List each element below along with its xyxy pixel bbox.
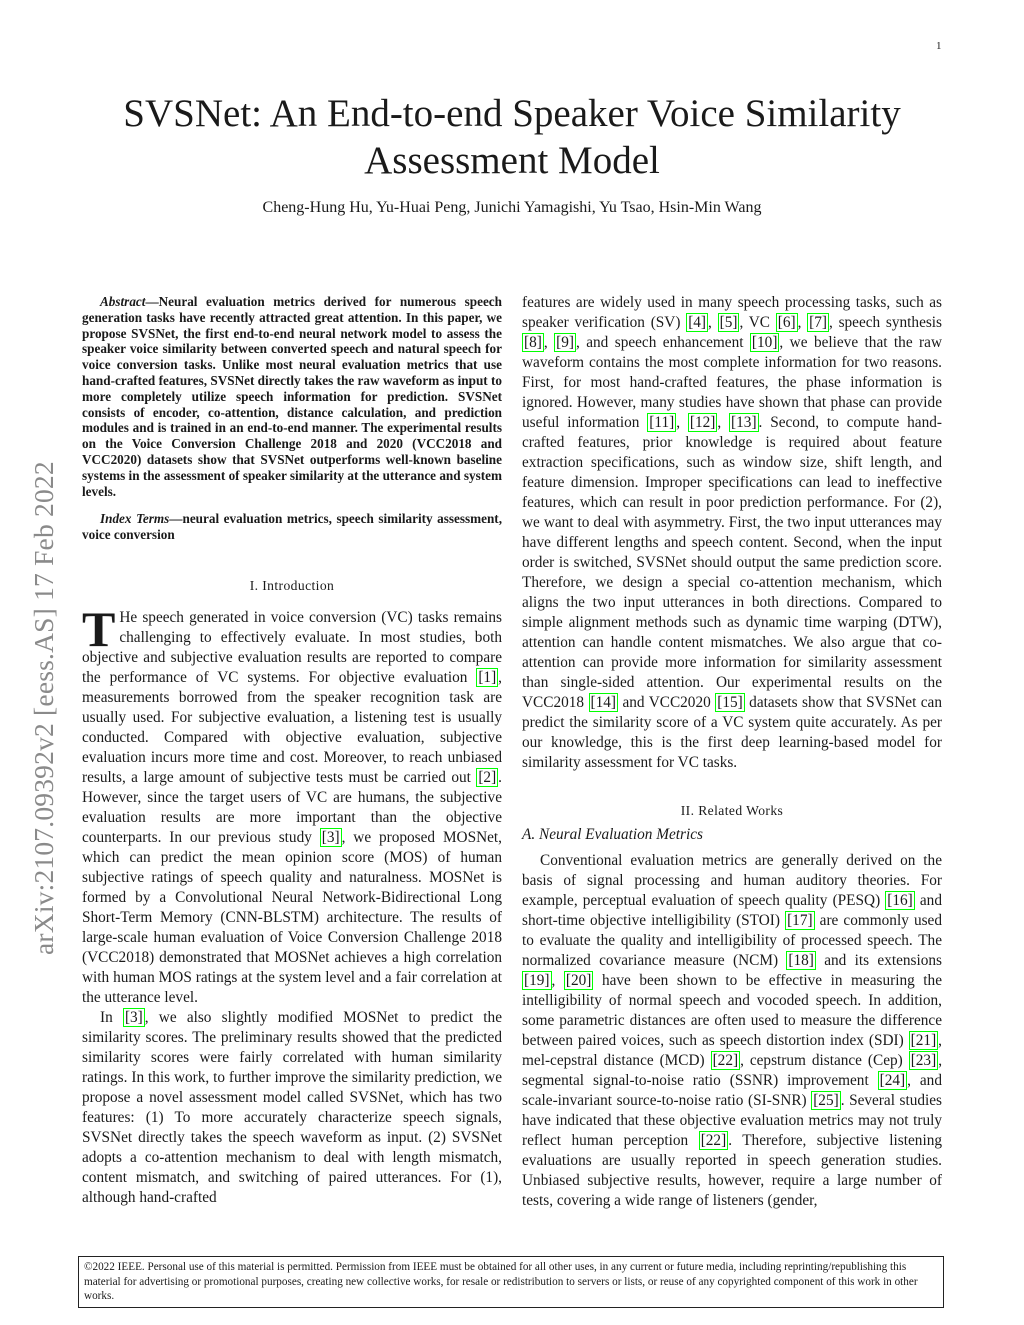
page-number: 1 xyxy=(936,40,942,52)
section-heading-related-works: II. Related Works xyxy=(680,803,784,818)
text-run: , and speech enhancement xyxy=(575,334,750,351)
text-run: , xyxy=(717,414,730,431)
citation-link[interactable]: [20] xyxy=(565,972,592,989)
text-run: , xyxy=(797,314,808,331)
citation-link[interactable]: [6] xyxy=(777,314,796,331)
text-run: . Therefore, subjective listening evaluations are usually reported in speech generation studies. Unbiased subjective results, however, require a large number of tests, covering a wide range of listeners (gender, xyxy=(522,1132,942,1209)
text-run: features are widely used in many speech processing tasks, such as speaker verification (SV) xyxy=(522,294,942,331)
citation-link[interactable]: [24] xyxy=(879,1072,906,1089)
text-run: , and scale-invariant source-to-noise ratio (SI-SNR) xyxy=(522,1072,942,1109)
text-run: . Several studies have indicated that these objective evaluation metrics may not truly reflect human perception xyxy=(522,1092,942,1149)
citation-link[interactable]: [15] xyxy=(717,694,743,711)
citation-link[interactable]: [14] xyxy=(590,694,616,711)
citation-link[interactable]: [7] xyxy=(809,314,827,331)
text-run: Conventional evaluation metrics are generally derived on the basis of signal processing and human auditory theories. For example, perceptual evaluation of speech quality (PESQ) xyxy=(522,852,942,909)
text-run: , VC xyxy=(739,314,776,331)
citation-link[interactable]: [22] xyxy=(700,1132,727,1149)
related-works-paragraph-1 xyxy=(522,851,942,1211)
copyright-notice: ©2022 IEEE. Personal use of this material is permitted. Permission from IEEE must be obtained for all other uses, in any current or future media, including reprinting/republishing this material for advertising or promotional purposes, creating new collective works, for resale or redistribution to servers or lists, or reuse of any copyrighted component of this work in other works. xyxy=(78,1256,944,1308)
text-run: , measurements borrowed from the speaker recognition task are usually used. For subjective evaluation, a listening test is usually conducted. Compared with objective evaluation, subjective evaluation incurs more time and cost. Moreover, to reach unbiased results, a large amount of subjective tests must be carried out xyxy=(82,668,502,786)
index-terms-label: Index Terms xyxy=(100,511,170,527)
index-terms xyxy=(82,511,502,543)
arxiv-stamp: arXiv:2107.09392v2 [eess.AS] 17 Feb 2022 xyxy=(28,461,59,955)
text-run: . Second, to compute hand-crafted features, prior knowledge is required about feature extraction specifications, such as window size, shift length, and feature dimension. Improper specifications can lead to ineffective features, which can result in poor prediction performance. For (2), we want to deal with asymmetry. First, the two input utterances may have different lengths and speech content. Second, when the input order is switched, SVSNet should output the same prediction score. Therefore, we design a special co-attention mechanism, which aligns the two input utterances in both directions. Compared to simple alignment methods such as dynamic time warping (DTW), attention can handle content mismatches. We also argue that co-attention can provide more information for similarity assessment than single-sided attention. Our experimental results on the VCC2018 xyxy=(522,414,942,711)
right-column xyxy=(522,293,942,1211)
text-run: and short-time objective intelligibility (STOI) xyxy=(522,892,942,929)
text-run: , we believe that the raw waveform contains the most complete information for two reasons. First, for most hand-crafted features, the phase information is ignored. However, many studies have shown that phase can provide useful information xyxy=(522,334,942,431)
intro-paragraph-2 xyxy=(82,1008,502,1208)
text-run: In xyxy=(100,1008,123,1026)
citation-link[interactable]: [9] xyxy=(556,334,574,351)
text-run: , xyxy=(676,414,688,431)
citation-link[interactable]: [10] xyxy=(751,334,778,351)
abstract-label: Abstract xyxy=(100,294,146,309)
citation-link[interactable]: [1] xyxy=(478,668,497,686)
citation-link[interactable]: [2] xyxy=(478,768,497,786)
citation-link[interactable]: [21] xyxy=(910,1032,937,1049)
citation-link[interactable]: [16] xyxy=(887,892,913,909)
abstract-text: —Neural evaluation metrics derived for numerous speech generation tasks have recently attracted great attention. In this paper, we propose SVSNet, the first end-to-end neural network model to assess the speaker voice similarity between converted speech and natural speech for voice conversion tasks. Unlike most neural evaluation metrics that use hand-crafted features, SVSNet directly takes the raw waveform as input to more completely utilize speech information for prediction. SVSNet consists of encoder, co-attention, distance calculation, and prediction modules and is trained in an end-to-end manner. The experimental results on the Voice Conversion Challenge 2018 and 2020 (VCC2018 and VCC2020) datasets show that SVSNet outperforms well-known baseline systems in the assessment of speaker similarity at the utterance and system levels. xyxy=(82,294,502,499)
authors: Cheng-Hung Hu, Yu-Huai Peng, Junichi Yamagishi, Yu Tsao, Hsin-Min Wang xyxy=(262,199,762,216)
subsection-heading-neural-evaluation-metrics: A. Neural Evaluation Metrics xyxy=(522,826,703,843)
citation-link[interactable]: [23] xyxy=(910,1052,937,1069)
paper-title: SVSNet: An End-to-end Speaker Voice Similarity Assessment Model xyxy=(123,92,901,182)
text-run: , mel-cepstral distance (MCD) xyxy=(522,1032,942,1069)
text-run: datasets show that SVSNet can predict the similarity score of a VC system quite accurately. As per our knowledge, this is the first deep learning-based model for similarity assessment for VC tasks. xyxy=(522,694,942,771)
index-terms-text: —neural evaluation metrics, speech similarity assessment, voice conversion xyxy=(82,511,502,543)
citation-link[interactable]: [17] xyxy=(787,912,813,929)
left-column xyxy=(82,294,502,1208)
intro-paragraph-1-text xyxy=(82,600,503,1006)
citation-link[interactable]: [3] xyxy=(321,828,340,846)
citation-link[interactable]: [4] xyxy=(688,314,707,331)
text-run: , xyxy=(551,972,564,989)
text-run: , speech synthesis xyxy=(829,314,943,331)
text-run: . However, since the target users of VC are humans, the subjective evaluation results are more important than the objective counterparts. In our previous study xyxy=(82,768,502,846)
text-run: are commonly used to evaluate the quality and intelligibility of processed speech. The normalized covariance measure (NCM) xyxy=(522,912,942,969)
text-run: and VCC2020 xyxy=(618,694,716,711)
text-run: , cepstrum distance (Cep) xyxy=(740,1052,909,1069)
text-run: , we proposed MOSNet, which can predict the mean opinion score (MOS) of human subjective ratings of speech quality and naturalness. MOSNet is formed by a Convolutional Neural Network-Bidirectional Long Short-Term Memory (CNN-BLSTM) architecture. The results of large-scale human evaluation of Voice Conversion Challenge 2018 (VCC2018) demonstrated that MOSNet achieves a high correlation with human MOS ratings at the system level and a fair correlation at the utterance level. xyxy=(82,828,503,1006)
drop-cap: T xyxy=(82,600,116,657)
citation-link[interactable]: [8] xyxy=(524,334,542,351)
text-run: , segmental signal-to-noise ratio (SSNR) improvement xyxy=(522,1052,943,1089)
text-run: He speech generated in voice conversion (VC) tasks remains challenging to effectively evaluate. In most studies, both objective and subjective evaluation results are reported to compare the performance of VC systems. For objective evaluation xyxy=(82,608,502,686)
citation-link[interactable]: [12] xyxy=(689,414,716,431)
citation-link[interactable]: [3] xyxy=(124,1008,143,1026)
abstract xyxy=(82,294,502,499)
citation-link[interactable]: [22] xyxy=(712,1052,739,1069)
intro-paragraph-2-continued xyxy=(522,293,942,773)
citation-link[interactable]: [19] xyxy=(524,972,550,989)
text-run: , xyxy=(543,334,555,351)
text-run: have been shown to be effective in measuring the intelligibility of normal speech and vocoded speech. In addition, some parametric distances are often used to measure the difference between paired voices, such as speech distortion index (SDI) xyxy=(522,972,942,1049)
section-heading-introduction: I. Introduction xyxy=(249,577,335,593)
text-run: , we also slightly modified MOSNet to predict the similarity scores. The preliminary results showed that the predicted similarity scores were fairly correlated with human similarity ratings. In this work, to further improve the similarity prediction, we propose a novel assessment model called SVSNet, which has two features: (1) To more accurately characterize speech signals, SVSNet directly takes the speech waveform as input. (2) SVSNet adopts a co-attention mechanism to deal with length mismatch, content mismatch, and switching of paired utterances. For (1), although hand-crafted xyxy=(82,1008,502,1206)
citation-link[interactable]: [11] xyxy=(649,414,675,431)
citation-link[interactable]: [13] xyxy=(731,414,757,431)
citation-link[interactable]: [5] xyxy=(719,314,738,331)
text-run: and its extensions xyxy=(815,952,943,969)
citation-link[interactable]: [25] xyxy=(813,1092,839,1109)
intro-paragraph-1 xyxy=(82,600,503,1008)
text-run: , xyxy=(708,314,718,331)
citation-link[interactable]: [18] xyxy=(788,952,814,969)
